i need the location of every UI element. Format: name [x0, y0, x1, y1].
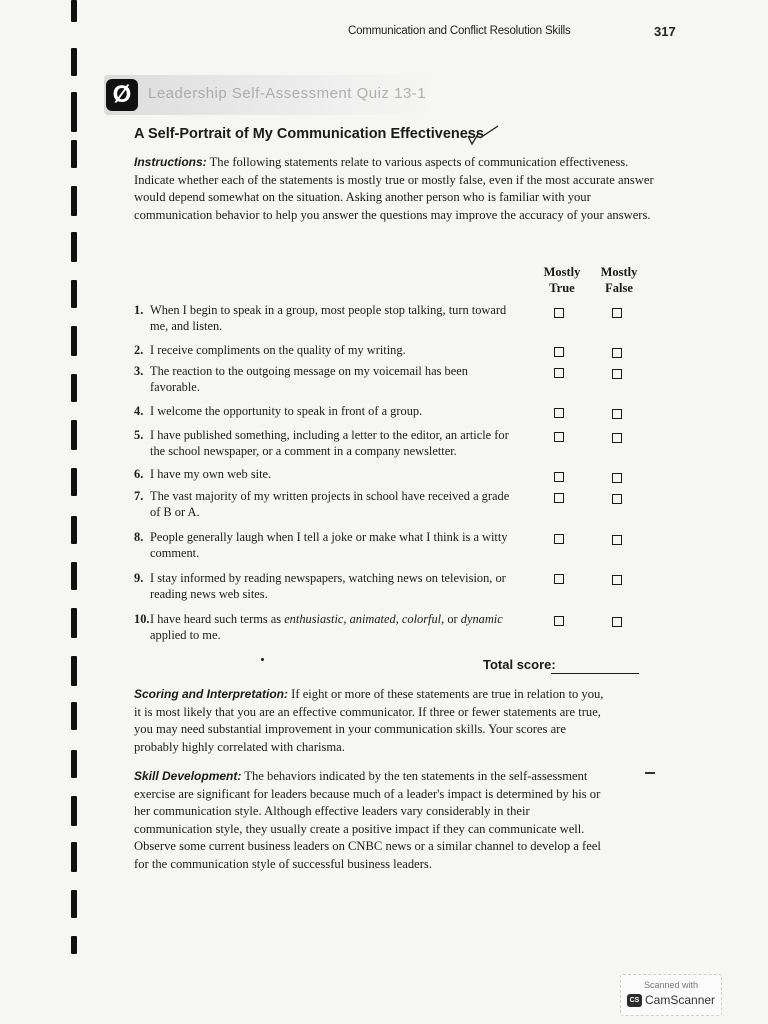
item-text: The reaction to the outgoing message on my voicemail has been favorable.: [150, 364, 468, 394]
checkbox-mostly-false-10[interactable]: [612, 617, 622, 627]
checkbox-mostly-true-10[interactable]: [554, 616, 564, 626]
item-number: 2.: [134, 343, 144, 357]
scoring-lead: Scoring and Interpretation:: [134, 687, 289, 701]
item-text: The vast majority of my written projects in school have received a grade of B or A.: [150, 489, 510, 519]
checkbox-mostly-true-6[interactable]: [554, 472, 564, 482]
binding-mark: [71, 516, 77, 544]
checkbox-mostly-false-1[interactable]: [612, 308, 622, 318]
binding-mark: [71, 92, 77, 132]
stray-mark: [261, 658, 264, 661]
statement-item: [134, 489, 514, 520]
statement-item: [134, 303, 514, 334]
camscanner-logo-icon: CS: [627, 994, 642, 1007]
binding-mark: [71, 374, 77, 402]
item-number: 9.: [134, 571, 144, 585]
item-number: 7.: [134, 489, 144, 503]
self-assessment-logo-icon: Ø: [106, 79, 138, 111]
item-text-part: or: [444, 612, 461, 626]
item-text-italic: enthusiastic, animated, colorful,: [284, 612, 445, 626]
item-number: 3.: [134, 364, 144, 378]
banner-text: Leadership Self-Assessment Quiz 13-1: [148, 85, 427, 102]
skill-development-text: The behaviors indicated by the ten statements in the self-assessment exercise are significant for leaders because much of a leader's impact is determined by his or her communication style. Although effective leaders vary considerably in their communication style, they usually create a positive impact if they can communicate well. Observe some current business leaders on CNBC news or a similar channel to develop a feel for the communication style of successful business leaders.: [134, 769, 601, 871]
checkbox-mostly-true-1[interactable]: [554, 308, 564, 318]
binding-mark: [71, 842, 77, 872]
checkbox-mostly-false-5[interactable]: [612, 433, 622, 443]
checkbox-mostly-false-7[interactable]: [612, 494, 622, 504]
checkbox-mostly-true-3[interactable]: [554, 368, 564, 378]
scoring-interpretation: [134, 686, 604, 756]
binding-mark: [71, 562, 77, 590]
checkbox-mostly-true-4[interactable]: [554, 408, 564, 418]
statement-item: [134, 467, 514, 483]
checkbox-mostly-false-2[interactable]: [612, 348, 622, 358]
binding-mark: [71, 702, 77, 730]
binding-mark: [71, 468, 77, 496]
binding-mark: [71, 140, 77, 168]
item-text-part: applied to me.: [150, 627, 221, 642]
scanner-name: CamScanner: [645, 993, 716, 1007]
item-text: [150, 612, 514, 643]
binding-mark: [71, 48, 77, 76]
instructions-text: The following statements relate to various aspects of communication effectiveness. Indicate whether each of the statements is mostly true or mostly false, even if the most accurate answer would depend somewhat on the situation. Asking another person who is familiar with your communication behavior to help you answer the questions may improve the accuracy of your answers.: [134, 155, 654, 222]
checkbox-mostly-true-5[interactable]: [554, 432, 564, 442]
item-text: I stay informed by reading newspapers, watching news on television, or reading news web sites.: [150, 571, 506, 601]
binding-mark: [71, 796, 77, 826]
column-header-false: Mostly False: [600, 265, 638, 295]
page-number: 317: [654, 24, 676, 39]
binding-mark: [71, 326, 77, 356]
item-text: People generally laugh when I tell a joke or make what I think is a witty comment.: [150, 530, 508, 560]
item-text: I have my own web site.: [150, 467, 272, 481]
item-text: I have published something, including a letter to the editor, an article for the school newspaper, or a comment in a company newsletter.: [150, 428, 509, 458]
item-text: I welcome the opportunity to speak in front of a group.: [150, 404, 423, 418]
binding-mark: [71, 608, 77, 638]
checkbox-mostly-false-4[interactable]: [612, 409, 622, 419]
scanner-caption: Scanned with: [643, 980, 699, 990]
checkbox-mostly-false-9[interactable]: [612, 575, 622, 585]
statement-item: [134, 571, 514, 602]
item-number: 5.: [134, 428, 144, 442]
statement-item: [134, 530, 514, 561]
total-score-field[interactable]: [551, 673, 639, 674]
binding-mark: [71, 936, 77, 954]
running-head: Communication and Conflict Resolution Skills: [348, 25, 571, 37]
checkbox-mostly-true-2[interactable]: [554, 347, 564, 357]
item-number: 10.: [134, 612, 150, 626]
item-text: When I begin to speak in a group, most people stop talking, turn toward me, and listen.: [150, 303, 507, 333]
binding-mark: [71, 280, 77, 308]
item-number: 6.: [134, 467, 144, 481]
item-text: I receive compliments on the quality of my writing.: [150, 343, 406, 357]
statement-item: [134, 428, 514, 459]
statement-item: [134, 364, 514, 395]
checkbox-mostly-true-9[interactable]: [554, 574, 564, 584]
total-score-label: Total score:: [483, 657, 556, 672]
scoring-text: If eight or more of these statements are true in relation to you, it is most likely that you are an effective communicator. If three or fewer statements are true, you may need substantial improvement in your communication skills. Your scores are probably highly correlated with charisma.: [134, 687, 604, 754]
checkbox-mostly-true-7[interactable]: [554, 493, 564, 503]
binding-mark: [71, 420, 77, 450]
binding-mark: [71, 186, 77, 216]
checkbox-mostly-false-8[interactable]: [612, 535, 622, 545]
binding-mark: [71, 232, 77, 262]
handwritten-check-icon: [466, 122, 506, 148]
binding-mark: [71, 656, 77, 686]
camscanner-badge: [620, 974, 722, 1016]
statement-item: [134, 612, 514, 643]
statement-item: [134, 404, 514, 420]
item-number: 8.: [134, 530, 144, 544]
binding-mark: [71, 890, 77, 918]
quiz-banner: [104, 75, 440, 115]
checkbox-mostly-true-8[interactable]: [554, 534, 564, 544]
instructions-lead: Instructions:: [134, 155, 207, 169]
column-header-true: Mostly True: [543, 265, 581, 295]
item-text-part: I have heard such terms as: [150, 612, 285, 626]
item-number: 1.: [134, 303, 144, 317]
assessment-title: A Self-Portrait of My Communication Effectiveness: [134, 126, 484, 142]
stray-mark: [645, 772, 655, 774]
statement-item: [134, 343, 514, 359]
item-text-italic: dynamic: [460, 612, 503, 626]
checkbox-mostly-false-6[interactable]: [612, 473, 622, 483]
item-number: 4.: [134, 404, 144, 418]
binding-mark: [71, 0, 77, 22]
skill-development-lead: Skill Development:: [134, 769, 242, 783]
skill-development: [134, 768, 604, 873]
binding-mark: [71, 750, 77, 778]
checkbox-mostly-false-3[interactable]: [612, 369, 622, 379]
instructions: [134, 154, 654, 224]
